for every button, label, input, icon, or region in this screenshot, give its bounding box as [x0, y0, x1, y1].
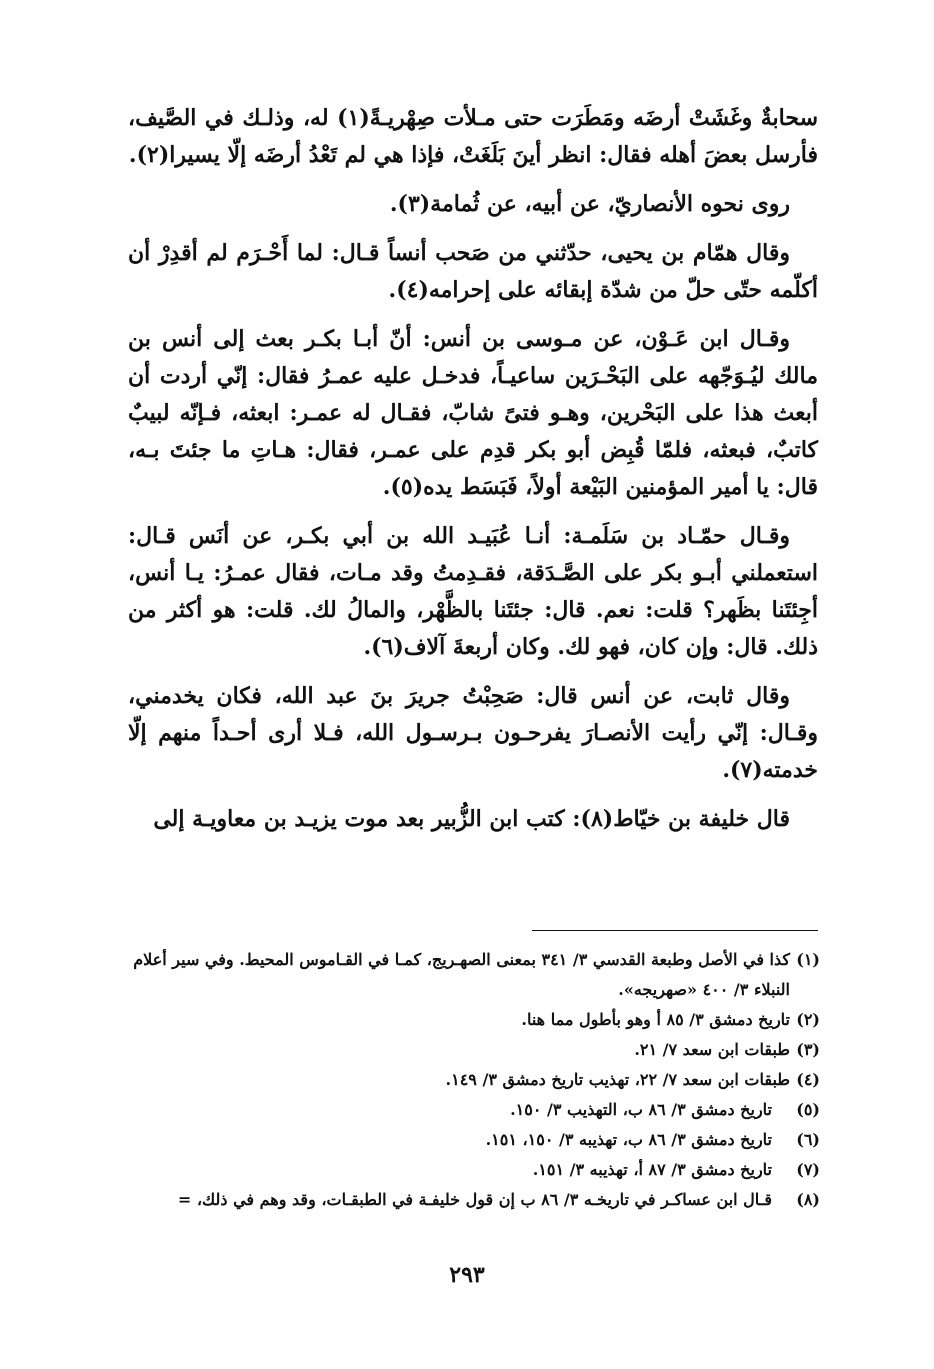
paragraph-2: روى نحوه الأنصاريّ، عن أبيه، عن ثُمامة(٣).: [389, 191, 790, 217]
paragraph-6: وقال ثابت، عن أنس قال: صَحِبْتُ جريرَ بنَ عبد الله، فكان يخدمني، وقـال: إنّي رأيت الأنصـارَ يفرحـون بـرسـول الله، فـلا أرى أحـداً منهم إلّا خدمته(٧).: [128, 683, 818, 783]
footnote-text: كذا في الأصل وطبعة القدسي ٣/ ٣٤١ بمعنى الصهـريج، كمـا في القـاموس المحيط. وفي سير أعلام النبلاء ٣/ ٤٠٠ «صهريجه».: [133, 950, 790, 999]
footnote-number: (٦): [796, 1130, 820, 1149]
footnote-7: [110, 1155, 820, 1185]
paragraph-5: وقـال حمّـاد بن سَلَمـة: أنـا عُبَيـد الله بن أبي بكـر، عن أنَس قـال: استعملني أبـو بكر على الصَّـدَقة، فقـدِمتُ وقد مـات، فقال عمـرُ: يـا أنس، أجِئتَنا بظَهر؟ قلت: نعم. قال: جئتَنا بالظَّهْر، والمالُ لك. قلت: هو أكثر من ذلك. قال: وإن كان، فهو لك. وكان أربعةَ آلاف(٦).: [128, 523, 818, 660]
footnote-2: [110, 1005, 820, 1035]
footnote-number: (٢): [796, 1010, 820, 1029]
footnote-1: [110, 945, 820, 1005]
footnote-6: [110, 1125, 820, 1155]
footnote-number: (٥): [796, 1100, 820, 1119]
paragraph-3: وقال همّام بن يحيى، حدّثني من صَحب أنساً قـال: لما أَحْـرَم لم أقدِرْ أن أكلّمه حتّى حلّ من شدّة إبقائه على إحرامه(٤).: [128, 240, 818, 303]
footnote-number: (٤): [796, 1070, 820, 1089]
footnote-5: [110, 1095, 820, 1125]
footnote-number: (٣): [796, 1040, 820, 1059]
footnote-text: قـال ابن عساكـر في تاريخـه ٣/ ٨٦ ب إن قول خليفـة في الطبقـات، وقد وهم في ذلك، =: [177, 1190, 772, 1209]
footnote-number: (٨): [796, 1190, 820, 1209]
footnote-3: [110, 1035, 820, 1065]
main-text: [128, 100, 818, 850]
footnote-8: [110, 1185, 820, 1215]
footnote-text: تاريخ دمشق ٣/ ٨٦ ب، تهذيبه ٣/ ١٥٠، ١٥١.: [485, 1130, 772, 1149]
page-number: ٢٩٣: [449, 1262, 485, 1288]
footnote-4: [110, 1065, 820, 1095]
footnote-number: (١): [796, 950, 820, 969]
footnote-text: تاريخ دمشق ٣/ ٨٧ أ، تهذيبه ٣/ ١٥١.: [532, 1160, 772, 1179]
footnote-number: (٧): [796, 1160, 820, 1179]
footnote-text: تاريخ دمشق ٣/ ٨٦ ب، التهذيب ٣/ ١٥٠.: [510, 1100, 772, 1119]
footnote-text: طبقات ابن سعد ٧/ ٢١.: [634, 1040, 790, 1059]
footnote-divider: [532, 930, 818, 931]
footnote-text: طبقات ابن سعد ٧/ ٢٢، تهذيب تاريخ دمشق ٣/ ١٤٩.: [445, 1070, 790, 1089]
paragraph-4: وقـال ابن عَـوْن، عن مـوسى بن أنس: أنّ أبـا بكـر بعث إلى أنس بن مالك ليُـوَجّهه على البَحْـرَين ساعيـاً، فدخـل عليه عمـرُ فقال: إنّي أردت أن أبعث هذا على البَحْرين، وهـو فتىً شابّ، فقـال له عمـر: ابعثه، فـإنّه لبيبٌ كاتبٌ، فبعثه، فلمّا قُبِض أبو بكر قدِم على عمـر، فقال: هـاتِ ما جئتَ بـه، قال: يا أمير المؤمنين البَيْعة أولاً، فَبَسَط يده(٥).: [128, 326, 818, 500]
footnote-text: تاريخ دمشق ٣/ ٨٥ أ وهو بأطول مما هنا.: [521, 1010, 790, 1029]
paragraph-7: قال خليفة بن خيّاط(٨): كتب ابن الزُّبير بعد موت يزيـد بن معاويـة إلى: [153, 806, 790, 832]
paragraph-1: سحابةٌ وغَشَتْ أرضَه ومَطَرَت حتى مـلأت صِهْريـةً(١) له، وذلـك في الصَّيف، فأرسل بعضَ أهله فقال: انظر أينَ بَلَغَتْ، فإذا هي لم تَعْدُ أرضَه إلّا يسيرا(٢).: [128, 105, 819, 168]
footnotes: [110, 945, 820, 1215]
